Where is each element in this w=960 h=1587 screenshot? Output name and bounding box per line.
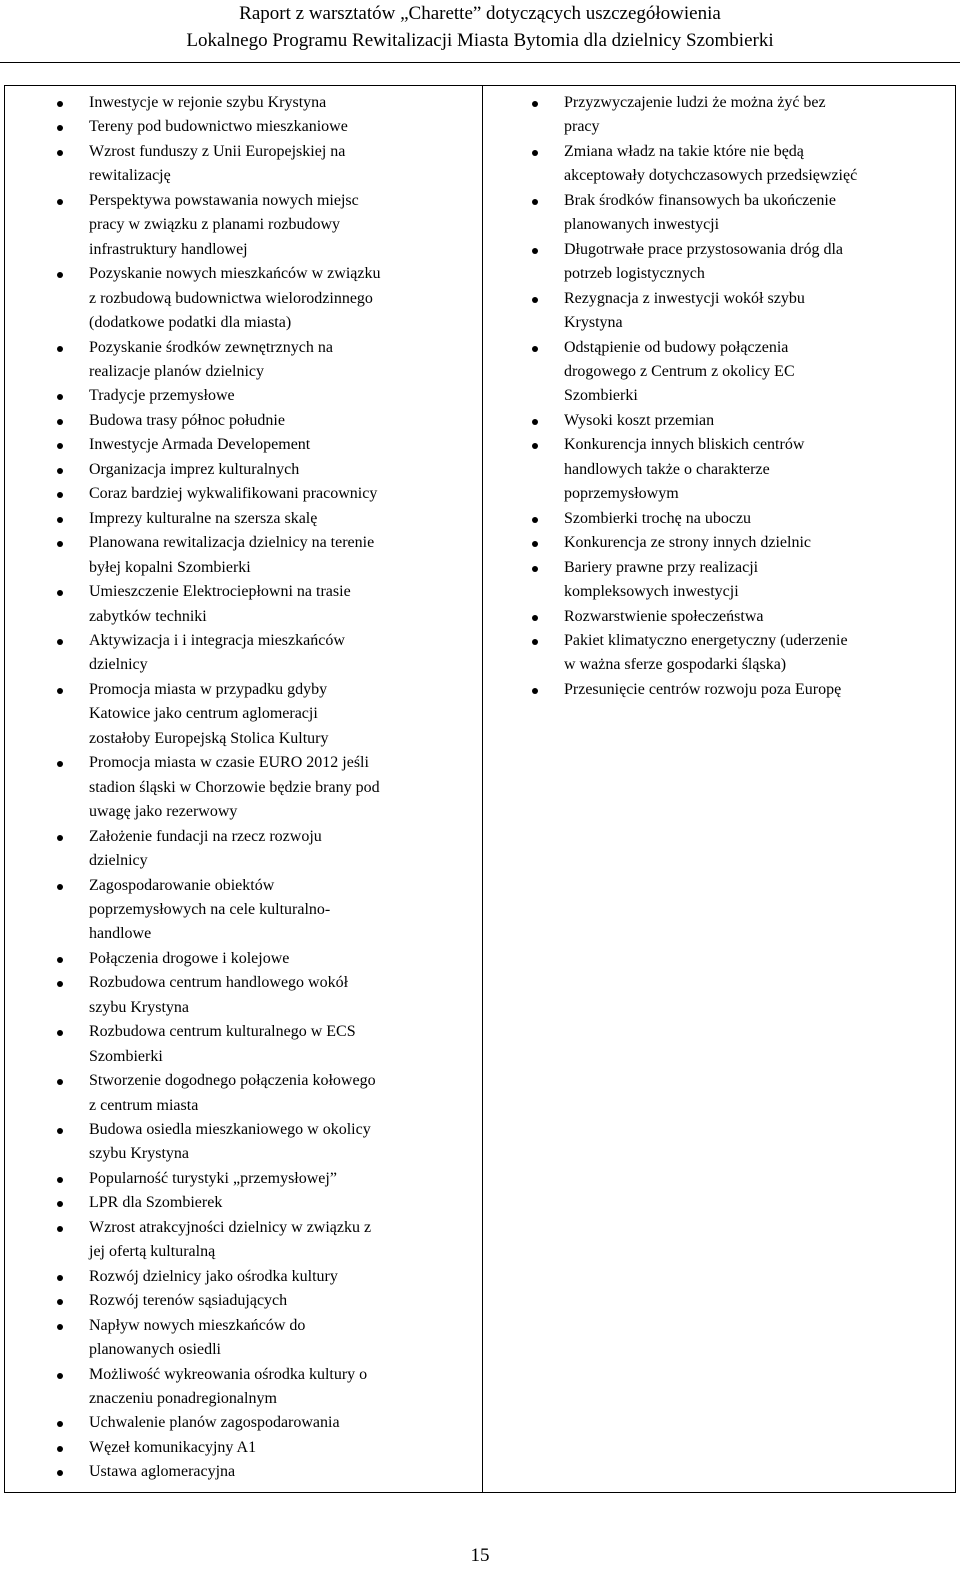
bullet-icon bbox=[532, 199, 538, 205]
bullet-icon bbox=[57, 394, 63, 400]
bullet-icon bbox=[57, 1421, 63, 1427]
list-item bbox=[5, 1265, 482, 1289]
list-item bbox=[483, 409, 955, 433]
bullet-icon bbox=[57, 1299, 63, 1305]
bullet-icon bbox=[57, 1470, 63, 1476]
list-item bbox=[483, 507, 955, 531]
list-item-text-line: Coraz bardziej wykwalifikowani pracownicy bbox=[89, 485, 378, 503]
opportunities-list bbox=[5, 91, 482, 1485]
list-item bbox=[5, 189, 482, 262]
list-item-text-line: Pakiet klimatyczno energetyczny (uderzenie bbox=[564, 631, 848, 649]
list-item bbox=[5, 336, 482, 385]
list-item bbox=[5, 1314, 482, 1363]
bullet-icon bbox=[532, 517, 538, 523]
list-item-text-line: Tereny pod budownictwo mieszkaniowe bbox=[89, 118, 348, 136]
list-item-text-line: Rozbudowa centrum kulturalnego w ECS bbox=[89, 1023, 356, 1041]
bullet-icon bbox=[57, 346, 63, 352]
list-item-text-line: szybu Krystyna bbox=[89, 998, 189, 1016]
list-item-text-line: Założenie fundacji na rzecz rozwoju bbox=[89, 827, 322, 845]
bullet-icon bbox=[57, 1201, 63, 1207]
bullet-icon bbox=[532, 150, 538, 156]
list-item-text-line: znaczeniu ponadregionalnym bbox=[89, 1390, 277, 1408]
list-item-text-line: pracy bbox=[564, 118, 600, 136]
list-item bbox=[5, 580, 482, 629]
bullet-icon bbox=[532, 615, 538, 621]
list-item bbox=[5, 507, 482, 531]
list-item bbox=[5, 629, 482, 678]
opportunities-column bbox=[5, 86, 483, 1492]
bullet-icon bbox=[57, 443, 63, 449]
document-header bbox=[0, 0, 960, 54]
list-item bbox=[5, 433, 482, 457]
list-item bbox=[5, 531, 482, 580]
list-item-text-line: akceptowały dotychczasowych przedsięwzięć bbox=[564, 167, 858, 185]
list-item-text-line: uwagę jako rezerwowy bbox=[89, 803, 238, 821]
list-item-text-line: zostałoby Europejską Stolica Kultury bbox=[89, 729, 329, 747]
list-item-text-line: handlowe bbox=[89, 925, 152, 943]
list-item-text-line: Wzrost funduszy z Unii Europejskiej na bbox=[89, 142, 346, 160]
list-item-text-line: Szombierki bbox=[564, 387, 638, 405]
list-item-text-line: (dodatkowe podatki dla miasta) bbox=[89, 314, 292, 332]
bullet-icon bbox=[532, 101, 538, 107]
list-item bbox=[483, 433, 955, 506]
list-item-text-line: Rozbudowa centrum handlowego wokół bbox=[89, 974, 349, 992]
bullet-icon bbox=[57, 1324, 63, 1330]
list-item-text-line: Wzrost atrakcyjności dzielnicy w związku z bbox=[89, 1218, 372, 1236]
list-item bbox=[5, 1191, 482, 1215]
list-item bbox=[5, 1363, 482, 1412]
bullet-icon bbox=[57, 419, 63, 425]
bullet-icon bbox=[532, 566, 538, 572]
list-item-text-line: Szombierki bbox=[89, 1047, 163, 1065]
list-item bbox=[5, 678, 482, 751]
list-item bbox=[483, 556, 955, 605]
header-title-line-2: Lokalnego Programu Rewitalizacji Miasta Bytomia dla dzielnicy Szombierki bbox=[186, 30, 774, 51]
list-item-text-line: jej ofertą kulturalną bbox=[89, 1243, 216, 1261]
list-item-text-line: Budowa trasy północ południe bbox=[89, 411, 285, 429]
bullet-icon bbox=[532, 639, 538, 645]
list-item bbox=[5, 1167, 482, 1191]
bullet-icon bbox=[532, 346, 538, 352]
list-item-text-line: zabytków techniki bbox=[89, 607, 207, 625]
list-item bbox=[5, 1460, 482, 1484]
list-item-text-line: Umieszczenie Elektrociepłowni na trasie bbox=[89, 583, 351, 601]
bullet-icon bbox=[57, 957, 63, 963]
list-item-text-line: Organizacja imprez kulturalnych bbox=[89, 460, 300, 478]
bullet-icon bbox=[57, 688, 63, 694]
list-item-text-line: Krystyna bbox=[564, 314, 623, 332]
list-item-text-line: Przesunięcie centrów rozwoju poza Europę bbox=[564, 680, 842, 698]
list-item-text-line: Inwestycje w rejonie szybu Krystyna bbox=[89, 94, 327, 111]
list-item bbox=[483, 678, 955, 702]
bullet-icon bbox=[57, 1128, 63, 1134]
bullet-icon bbox=[57, 541, 63, 547]
list-item bbox=[5, 482, 482, 506]
list-item bbox=[5, 825, 482, 874]
bullet-icon bbox=[532, 419, 538, 425]
list-item-text-line: Przyzwyczajenie ludzi że można żyć bez bbox=[564, 94, 826, 111]
list-item-text-line: Ustawa aglomeracyjna bbox=[89, 1463, 236, 1481]
bullet-icon bbox=[57, 272, 63, 278]
list-item-text-line: Pozyskanie środków zewnętrznych na bbox=[89, 338, 333, 356]
list-item-text-line: z rozbudową budownictwa wielorodzinnego bbox=[89, 289, 373, 307]
bullet-icon bbox=[57, 835, 63, 841]
list-item bbox=[483, 91, 955, 140]
list-item-text-line: Planowana rewitalizacja dzielnicy na terenie bbox=[89, 534, 375, 552]
list-item-text-line: Możliwość wykreowania ośrodka kultury o bbox=[89, 1365, 368, 1383]
bullet-icon bbox=[57, 517, 63, 523]
list-item-text-line: Szombierki trochę na uboczu bbox=[564, 509, 752, 527]
list-item-text-line: poprzemysłowych na cele kulturalno- bbox=[89, 900, 331, 918]
list-item-text-line: Zmiana władz na takie które nie będą bbox=[564, 142, 804, 160]
list-item bbox=[5, 751, 482, 824]
list-item-text-line: Bariery prawne przy realizacji bbox=[564, 558, 759, 576]
list-item-text-line: planowanych osiedli bbox=[89, 1341, 221, 1359]
swot-table bbox=[4, 85, 956, 1493]
list-item bbox=[5, 140, 482, 189]
list-item bbox=[5, 91, 482, 115]
list-item-text-line: rewitalizację bbox=[89, 167, 171, 185]
list-item bbox=[483, 140, 955, 189]
list-item-text-line: Węzeł komunikacyjny A1 bbox=[89, 1438, 257, 1456]
list-item bbox=[5, 1289, 482, 1313]
list-item bbox=[5, 1020, 482, 1069]
bullet-icon bbox=[57, 761, 63, 767]
bullet-icon bbox=[57, 199, 63, 205]
list-item-text-line: Odstąpienie od budowy połączenia bbox=[564, 338, 789, 356]
list-item-text-line: Popularność turystyki „przemysłowej” bbox=[89, 1169, 337, 1187]
header-title-line-1: Raport z warsztatów „Charette” dotyczących uszczegółowienia bbox=[239, 3, 721, 24]
threats-column bbox=[483, 86, 955, 1492]
list-item-text-line: byłej kopalni Szombierki bbox=[89, 558, 251, 576]
list-item-text-line: Budowa osiedla mieszkaniowego w okolicy bbox=[89, 1121, 371, 1139]
list-item-text-line: Konkurencja innych bliskich centrów bbox=[564, 436, 805, 454]
list-item-text-line: Brak środków finansowych ba ukończenie bbox=[564, 191, 836, 209]
bullet-icon bbox=[57, 468, 63, 474]
list-item bbox=[483, 189, 955, 238]
bullet-icon bbox=[57, 1275, 63, 1281]
list-item-text-line: Długotrwałe prace przystosowania dróg dla bbox=[564, 240, 844, 258]
list-item-text-line: potrzeb logistycznych bbox=[564, 265, 705, 283]
list-item-text-line: Zagospodarowanie obiektów bbox=[89, 876, 275, 894]
list-item bbox=[5, 409, 482, 433]
list-item-text-line: pracy w związku z planami rozbudowy bbox=[89, 216, 341, 234]
list-item bbox=[483, 238, 955, 287]
list-item-text-line: realizacje planów dzielnicy bbox=[89, 362, 265, 380]
list-item-text-line: Rozwój dzielnicy jako ośrodka kultury bbox=[89, 1267, 338, 1285]
list-item-text-line: Aktywizacja i i integracja mieszkańców bbox=[89, 631, 345, 649]
list-item bbox=[483, 287, 955, 336]
list-item-text-line: Rezygnacja z inwestycji wokół szybu bbox=[564, 289, 805, 307]
bullet-icon bbox=[532, 248, 538, 254]
bullet-icon bbox=[57, 1079, 63, 1085]
list-item-text-line: Imprezy kulturalne na szersza skalę bbox=[89, 509, 318, 527]
list-item-text-line: stadion śląski w Chorzowie będzie brany pod bbox=[89, 778, 380, 796]
list-item-text-line: Połączenia drogowe i kolejowe bbox=[89, 949, 290, 967]
list-item-text-line: Stworzenie dogodnego połączenia kołowego bbox=[89, 1072, 376, 1090]
list-item-text-line: Rozwarstwienie społeczeństwa bbox=[564, 607, 764, 625]
header-rule bbox=[0, 62, 960, 63]
bullet-icon bbox=[57, 590, 63, 596]
list-item bbox=[483, 531, 955, 555]
list-item bbox=[5, 458, 482, 482]
bullet-icon bbox=[57, 1030, 63, 1036]
list-item bbox=[5, 1411, 482, 1435]
list-item-text-line: Inwestycje Armada Developement bbox=[89, 436, 311, 454]
list-item-text-line: Promocja miasta w czasie EURO 2012 jeśli bbox=[89, 754, 369, 772]
list-item bbox=[483, 336, 955, 409]
threats-list bbox=[483, 91, 955, 702]
list-item-text-line: Promocja miasta w przypadku gdyby bbox=[89, 680, 328, 698]
list-item-text-line: Wysoki koszt przemian bbox=[564, 411, 715, 429]
bullet-icon bbox=[57, 981, 63, 987]
list-item bbox=[5, 262, 482, 335]
bullet-icon bbox=[57, 884, 63, 890]
bullet-icon bbox=[57, 1373, 63, 1379]
bullet-icon bbox=[57, 125, 63, 131]
list-item-text-line: z centrum miasta bbox=[89, 1096, 199, 1114]
list-item-text-line: Uchwalenie planów zagospodarowania bbox=[89, 1414, 340, 1432]
list-item-text-line: dzielnicy bbox=[89, 656, 148, 674]
list-item-text-line: poprzemysłowym bbox=[564, 485, 679, 503]
list-item-text-line: handlowych także o charakterze bbox=[564, 460, 770, 478]
bullet-icon bbox=[57, 101, 63, 107]
list-item-text-line: dzielnicy bbox=[89, 852, 148, 870]
list-item-text-line: Katowice jako centrum aglomeracji bbox=[89, 705, 318, 723]
bullet-icon bbox=[57, 639, 63, 645]
bullet-icon bbox=[532, 541, 538, 547]
list-item-text-line: kompleksowych inwestycji bbox=[564, 583, 739, 601]
bullet-icon bbox=[532, 297, 538, 303]
list-item-text-line: drogowego z Centrum z okolicy EC bbox=[564, 362, 795, 380]
bullet-icon bbox=[532, 443, 538, 449]
list-item bbox=[5, 874, 482, 947]
bullet-icon bbox=[57, 1226, 63, 1232]
list-item-text-line: Rozwój terenów sąsiadujących bbox=[89, 1292, 288, 1310]
list-item bbox=[5, 1118, 482, 1167]
list-item-text-line: Napływ nowych mieszkańców do bbox=[89, 1316, 306, 1334]
list-item-text-line: Pozyskanie nowych mieszkańców w związku bbox=[89, 265, 381, 283]
list-item-text-line: szybu Krystyna bbox=[89, 1145, 189, 1163]
bullet-icon bbox=[532, 688, 538, 694]
list-item bbox=[5, 1216, 482, 1265]
list-item-text-line: planowanych inwestycji bbox=[564, 216, 720, 234]
list-item bbox=[5, 115, 482, 139]
list-item bbox=[5, 971, 482, 1020]
list-item bbox=[5, 1069, 482, 1118]
list-item-text-line: Konkurencja ze strony innych dzielnic bbox=[564, 534, 812, 552]
list-item-text-line: Tradycje przemysłowe bbox=[89, 387, 235, 405]
list-item-text-line: infrastruktury handlowej bbox=[89, 240, 248, 258]
bullet-icon bbox=[57, 1177, 63, 1183]
bullet-icon bbox=[57, 150, 63, 156]
list-item-text-line: LPR dla Szombierek bbox=[89, 1194, 223, 1212]
list-item bbox=[5, 384, 482, 408]
list-item-text-line: w ważna sferze gospodarki śląska) bbox=[564, 656, 787, 674]
list-item-text-line: Perspektywa powstawania nowych miejsc bbox=[89, 191, 359, 209]
list-item bbox=[5, 1436, 482, 1460]
list-item bbox=[5, 947, 482, 971]
list-item bbox=[483, 605, 955, 629]
bullet-icon bbox=[57, 492, 63, 498]
page-number: 15 bbox=[470, 1545, 490, 1566]
bullet-icon bbox=[57, 1446, 63, 1452]
list-item bbox=[483, 629, 955, 678]
